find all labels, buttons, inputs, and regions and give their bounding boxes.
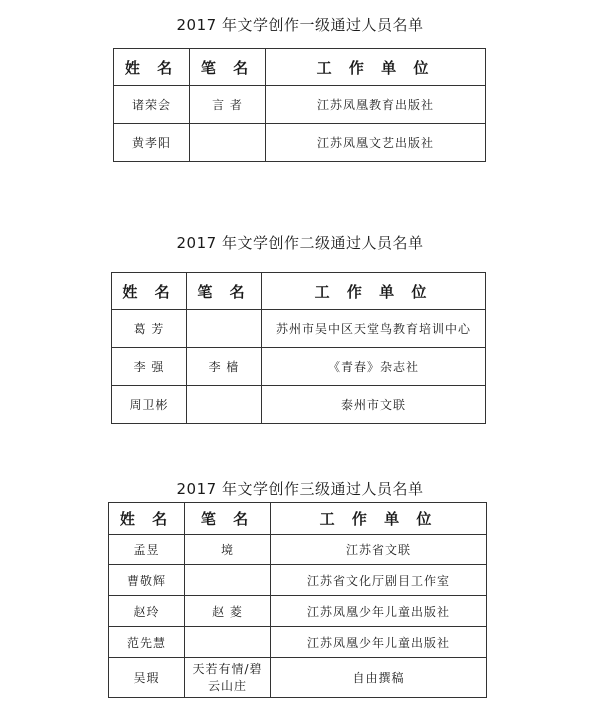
header-pen-name: 笔 名 xyxy=(187,273,262,310)
header-workplace: 工 作 单 位 xyxy=(262,273,486,310)
header-name: 姓 名 xyxy=(109,503,185,535)
section-1-title: 2017 年文学创作一级通过人员名单 xyxy=(176,16,424,34)
cell-pen-name: 言 者 xyxy=(190,86,266,124)
cell-workplace: 江苏凤凰教育出版社 xyxy=(266,86,486,124)
header-pen-name: 笔 名 xyxy=(190,49,266,86)
cell-pen-name: 天若有情/碧云山庄 xyxy=(185,658,271,698)
cell-pen-name xyxy=(185,627,271,658)
cell-name: 范先慧 xyxy=(109,627,185,658)
table-row xyxy=(109,535,487,565)
cell-workplace: 江苏凤凰少年儿童出版社 xyxy=(271,596,487,627)
cell-workplace: 江苏省文化厅剧目工作室 xyxy=(271,565,487,596)
cell-workplace: 泰州市文联 xyxy=(262,386,486,424)
header-workplace: 工 作 单 位 xyxy=(271,503,487,535)
cell-name: 赵玲 xyxy=(109,596,185,627)
table-row xyxy=(109,658,487,698)
cell-name: 周卫彬 xyxy=(112,386,187,424)
table-row xyxy=(109,627,487,658)
header-pen-name: 笔 名 xyxy=(185,503,271,535)
table-row xyxy=(112,348,486,386)
cell-name: 曹敬辉 xyxy=(109,565,185,596)
table-row xyxy=(114,86,486,124)
table-row xyxy=(109,596,487,627)
table-header-row xyxy=(109,503,487,535)
section-2-table xyxy=(111,272,486,424)
table-row xyxy=(114,124,486,162)
cell-name: 李 强 xyxy=(112,348,187,386)
cell-workplace: 江苏省文联 xyxy=(271,535,487,565)
table-header-row xyxy=(114,49,486,86)
cell-name: 诸荣会 xyxy=(114,86,190,124)
cell-pen-name: 境 xyxy=(185,535,271,565)
cell-workplace: 江苏凤凰文艺出版社 xyxy=(266,124,486,162)
cell-name: 葛 芳 xyxy=(112,310,187,348)
cell-name: 吴瑕 xyxy=(109,658,185,698)
section-3-table xyxy=(108,502,487,698)
cell-pen-name xyxy=(190,124,266,162)
cell-workplace: 苏州市吴中区天堂鸟教育培训中心 xyxy=(262,310,486,348)
header-name: 姓 名 xyxy=(112,273,187,310)
cell-pen-name: 赵 菱 xyxy=(185,596,271,627)
cell-name: 孟昱 xyxy=(109,535,185,565)
cell-pen-name xyxy=(185,565,271,596)
cell-workplace: 自由撰稿 xyxy=(271,658,487,698)
table-row xyxy=(112,386,486,424)
section-3-title: 2017 年文学创作三级通过人员名单 xyxy=(176,480,424,498)
header-name: 姓 名 xyxy=(114,49,190,86)
header-workplace: 工 作 单 位 xyxy=(266,49,486,86)
table-header-row xyxy=(112,273,486,310)
cell-workplace: 《青春》杂志社 xyxy=(262,348,486,386)
table-row xyxy=(112,310,486,348)
cell-pen-name xyxy=(187,310,262,348)
table-row xyxy=(109,565,487,596)
cell-name: 黄孝阳 xyxy=(114,124,190,162)
cell-pen-name: 李 樯 xyxy=(187,348,262,386)
cell-workplace: 江苏凤凰少年儿童出版社 xyxy=(271,627,487,658)
cell-pen-name xyxy=(187,386,262,424)
section-2-title: 2017 年文学创作二级通过人员名单 xyxy=(176,234,424,252)
section-1-table xyxy=(113,48,486,162)
